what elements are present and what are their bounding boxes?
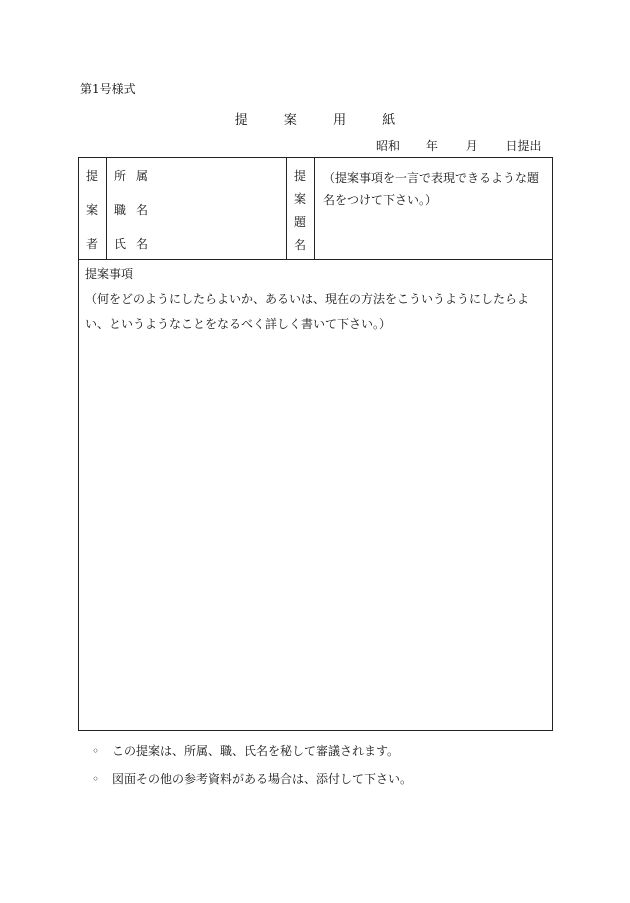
date-era: 昭和 — [376, 139, 401, 153]
name-label-char: 氏 — [114, 237, 127, 251]
form-title — [0, 109, 630, 128]
divider — [106, 157, 107, 260]
divider — [314, 157, 315, 260]
form-number: 第1号様式 — [80, 82, 136, 96]
title-label-char: 案 — [293, 192, 306, 206]
position-field[interactable] — [114, 201, 148, 218]
name-label-char: 名 — [136, 237, 149, 251]
content-instructions: （何をどのようにしたらよいか、あるいは、現在の方法をこういうようにしたらよい、というようなことをなるべく詳しく書いて下さい。） — [85, 292, 530, 331]
position-label-char: 名 — [136, 203, 149, 217]
proposer-label-char: 者 — [85, 237, 98, 251]
title-label-char: 名 — [293, 238, 306, 252]
proposal-title-field[interactable]: （提案事項を一言で表現できるような題名をつけて下さい。） — [323, 171, 540, 207]
note-text: この提案は、所属、職、氏名を秘して審議されます。 — [112, 744, 400, 758]
bullet-icon: ◦ — [92, 744, 100, 758]
date-month: 月 — [465, 139, 478, 153]
title-label-char: 提 — [293, 169, 306, 183]
proposer-label-char: 案 — [85, 203, 98, 217]
date-year: 年 — [425, 139, 438, 153]
form-title-char: 用 — [333, 113, 347, 128]
affiliation-field[interactable] — [114, 167, 148, 184]
form-title-char: 提 — [234, 113, 248, 128]
form-title-char: 紙 — [382, 113, 396, 128]
bullet-icon: ◦ — [92, 772, 100, 786]
submission-date — [376, 137, 542, 154]
date-day: 日提出 — [505, 139, 542, 153]
note-text: 図面その他の参考資料がある場合は、添付して下さい。 — [112, 772, 413, 786]
name-field[interactable] — [114, 235, 148, 252]
affiliation-label-char: 属 — [136, 169, 149, 183]
title-label-char: 題 — [293, 215, 306, 229]
affiliation-label-char: 所 — [114, 169, 127, 183]
position-label-char: 職 — [114, 203, 127, 217]
form-title-char: 案 — [283, 113, 297, 128]
proposer-label-char: 提 — [85, 169, 98, 183]
divider — [286, 157, 287, 260]
note-item — [92, 770, 412, 787]
note-item — [92, 742, 399, 759]
content-heading: 提案事項 — [85, 267, 134, 281]
